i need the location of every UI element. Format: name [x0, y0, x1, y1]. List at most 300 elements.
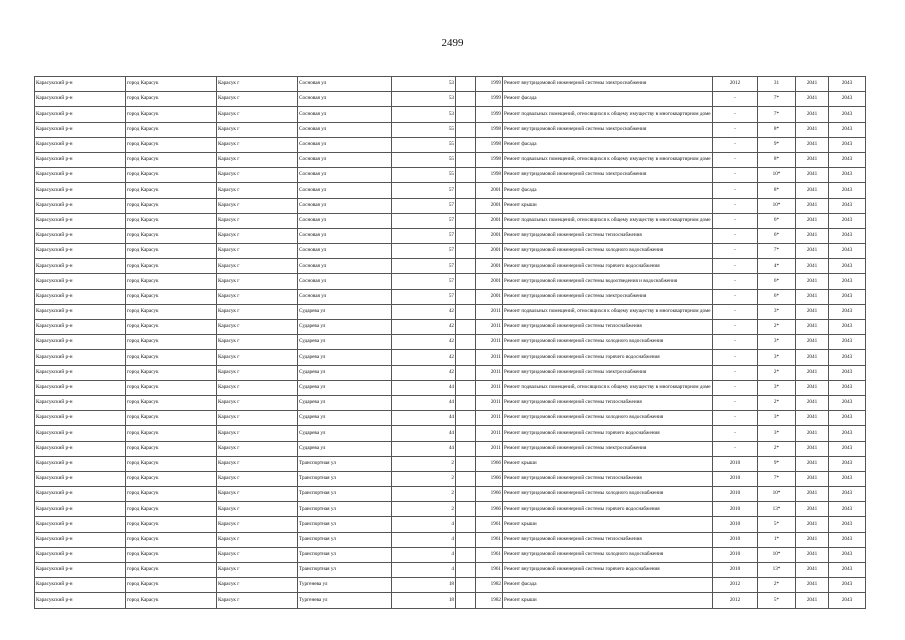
cell-priority: 7*	[758, 92, 796, 107]
table-row	[35, 547, 866, 562]
cell-priority: 8*	[758, 152, 796, 167]
table-row	[35, 152, 866, 167]
table-row	[35, 532, 866, 547]
cell-last-repair-year: -	[713, 395, 758, 410]
cell-house: 57	[392, 289, 456, 304]
table-row	[35, 365, 866, 380]
cell-locality: Карасук г	[217, 183, 298, 198]
cell-house: 42	[392, 350, 456, 365]
cell-settlement: город Карасук	[126, 441, 217, 456]
cell-plan-end-year: 2043	[829, 532, 866, 547]
cell-district: Карасукский р-н	[35, 244, 126, 259]
cell-plan-end-year: 2043	[829, 335, 866, 350]
cell-work-type: Ремонт внутридомовой инженерной системы электроснабжения	[503, 365, 713, 380]
cell-year-built: 1966	[476, 471, 503, 486]
cell-street: Тургенева ул	[298, 578, 392, 593]
cell-corpus	[456, 563, 476, 578]
cell-district: Карасукский р-н	[35, 395, 126, 410]
cell-last-repair-year: -	[713, 213, 758, 228]
cell-street: Сосновая ул	[298, 168, 392, 183]
cell-settlement: город Карасук	[126, 547, 217, 562]
table-row	[35, 563, 866, 578]
cell-house: 57	[392, 244, 456, 259]
cell-plan-end-year: 2043	[829, 259, 866, 274]
cell-priority: 1*	[758, 532, 796, 547]
cell-settlement: город Карасук	[126, 244, 217, 259]
table-row	[35, 502, 866, 517]
cell-plan-start-year: 2041	[796, 168, 829, 183]
cell-last-repair-year: 2012	[713, 77, 758, 92]
cell-work-type: Ремонт фасада	[503, 183, 713, 198]
cell-street: Тургенева ул	[298, 593, 392, 608]
cell-plan-end-year: 2043	[829, 426, 866, 441]
cell-plan-start-year: 2041	[796, 532, 829, 547]
cell-priority: 8*	[758, 122, 796, 137]
cell-work-type: Ремонт внутридомовой инженерной системы теплоснабжения	[503, 395, 713, 410]
cell-locality: Карасук г	[217, 563, 298, 578]
cell-corpus	[456, 411, 476, 426]
cell-district: Карасукский р-н	[35, 213, 126, 228]
cell-work-type: Ремонт фасада	[503, 137, 713, 152]
cell-year-built: 1998	[476, 152, 503, 167]
cell-year-built: 1999	[476, 107, 503, 122]
cell-corpus	[456, 426, 476, 441]
cell-work-type: Ремонт подвальных помещений, относящихся к общему имуществу в многоквартирном доме	[503, 380, 713, 395]
cell-last-repair-year: -	[713, 152, 758, 167]
cell-corpus	[456, 228, 476, 243]
cell-house: 57	[392, 213, 456, 228]
cell-locality: Карасук г	[217, 395, 298, 410]
cell-district: Карасукский р-н	[35, 304, 126, 319]
cell-work-type: Ремонт внутридомовой инженерной системы водоотведения и водоснабжения	[503, 274, 713, 289]
cell-street: Транспортная ул	[298, 502, 392, 517]
cell-settlement: город Карасук	[126, 532, 217, 547]
cell-settlement: город Карасук	[126, 274, 217, 289]
cell-locality: Карасук г	[217, 213, 298, 228]
cell-plan-start-year: 2041	[796, 228, 829, 243]
cell-year-built: 2011	[476, 411, 503, 426]
cell-year-built: 1999	[476, 92, 503, 107]
cell-last-repair-year: -	[713, 365, 758, 380]
cell-priority: 10*	[758, 547, 796, 562]
cell-plan-start-year: 2041	[796, 304, 829, 319]
cell-last-repair-year: 2010	[713, 471, 758, 486]
cell-locality: Карасук г	[217, 228, 298, 243]
cell-work-type: Ремонт подвальных помещений, относящихся к общему имуществу в многоквартирном доме	[503, 152, 713, 167]
cell-corpus	[456, 92, 476, 107]
cell-plan-start-year: 2041	[796, 213, 829, 228]
cell-street: Сосновая ул	[298, 228, 392, 243]
cell-house: 53	[392, 107, 456, 122]
cell-priority: 7*	[758, 107, 796, 122]
table-row	[35, 122, 866, 137]
cell-corpus	[456, 198, 476, 213]
cell-work-type: Ремонт внутридомовой инженерной системы горячего водоснабжения	[503, 259, 713, 274]
cell-corpus	[456, 122, 476, 137]
cell-plan-end-year: 2043	[829, 304, 866, 319]
cell-locality: Карасук г	[217, 578, 298, 593]
cell-plan-start-year: 2041	[796, 456, 829, 471]
cell-house: 57	[392, 183, 456, 198]
cell-house: 55	[392, 122, 456, 137]
cell-district: Карасукский р-н	[35, 289, 126, 304]
cell-district: Карасукский р-н	[35, 335, 126, 350]
cell-street: Сосновая ул	[298, 92, 392, 107]
cell-street: Сударева ул	[298, 395, 392, 410]
cell-street: Сударева ул	[298, 350, 392, 365]
cell-year-built: 1966	[476, 456, 503, 471]
cell-year-built: 2001	[476, 244, 503, 259]
cell-locality: Карасук г	[217, 137, 298, 152]
cell-district: Карасукский р-н	[35, 502, 126, 517]
cell-plan-end-year: 2043	[829, 578, 866, 593]
cell-house: 57	[392, 228, 456, 243]
cell-plan-start-year: 2041	[796, 92, 829, 107]
cell-year-built: 1961	[476, 547, 503, 562]
cell-work-type: Ремонт внутридомовой инженерной системы горячего водоснабжения	[503, 426, 713, 441]
cell-last-repair-year: 2010	[713, 487, 758, 502]
cell-priority: 2*	[758, 441, 796, 456]
table-row	[35, 320, 866, 335]
cell-district: Карасукский р-н	[35, 168, 126, 183]
table-row	[35, 168, 866, 183]
cell-corpus	[456, 395, 476, 410]
cell-corpus	[456, 532, 476, 547]
cell-locality: Карасук г	[217, 593, 298, 608]
cell-locality: Карасук г	[217, 441, 298, 456]
cell-plan-end-year: 2043	[829, 471, 866, 486]
cell-last-repair-year: -	[713, 198, 758, 213]
cell-district: Карасукский р-н	[35, 77, 126, 92]
cell-street: Сосновая ул	[298, 107, 392, 122]
cell-priority: 6*	[758, 228, 796, 243]
cell-street: Сударева ул	[298, 335, 392, 350]
cell-street: Сосновая ул	[298, 152, 392, 167]
cell-plan-start-year: 2041	[796, 395, 829, 410]
cell-priority: 9*	[758, 456, 796, 471]
cell-corpus	[456, 152, 476, 167]
cell-house: 2	[392, 487, 456, 502]
table-row	[35, 213, 866, 228]
cell-plan-start-year: 2041	[796, 411, 829, 426]
cell-district: Карасукский р-н	[35, 365, 126, 380]
cell-street: Транспортная ул	[298, 563, 392, 578]
table-row	[35, 426, 866, 441]
cell-settlement: город Карасук	[126, 107, 217, 122]
cell-settlement: город Карасук	[126, 426, 217, 441]
cell-locality: Карасук г	[217, 532, 298, 547]
cell-plan-start-year: 2041	[796, 122, 829, 137]
cell-priority: 10*	[758, 487, 796, 502]
cell-year-built: 1998	[476, 168, 503, 183]
cell-corpus	[456, 547, 476, 562]
cell-plan-end-year: 2043	[829, 411, 866, 426]
cell-house: 55	[392, 137, 456, 152]
cell-work-type: Ремонт крыши	[503, 593, 713, 608]
page-number: 2499	[441, 37, 464, 49]
cell-last-repair-year: 2010	[713, 456, 758, 471]
cell-corpus	[456, 487, 476, 502]
cell-house: 2	[392, 502, 456, 517]
cell-settlement: город Карасук	[126, 320, 217, 335]
cell-settlement: город Карасук	[126, 289, 217, 304]
cell-locality: Карасук г	[217, 168, 298, 183]
cell-priority: 13*	[758, 563, 796, 578]
cell-locality: Карасук г	[217, 426, 298, 441]
cell-settlement: город Карасук	[126, 456, 217, 471]
cell-plan-start-year: 2041	[796, 593, 829, 608]
cell-house: 2	[392, 471, 456, 486]
cell-plan-start-year: 2041	[796, 578, 829, 593]
cell-plan-end-year: 2043	[829, 395, 866, 410]
cell-work-type: Ремонт внутридомовой инженерной системы электроснабжения	[503, 122, 713, 137]
cell-priority: 7*	[758, 244, 796, 259]
cell-plan-end-year: 2043	[829, 547, 866, 562]
table-row	[35, 487, 866, 502]
cell-locality: Карасук г	[217, 304, 298, 319]
table-row	[35, 77, 866, 92]
cell-house: 42	[392, 304, 456, 319]
cell-plan-start-year: 2041	[796, 502, 829, 517]
cell-last-repair-year: -	[713, 183, 758, 198]
cell-corpus	[456, 137, 476, 152]
cell-house: 53	[392, 77, 456, 92]
cell-work-type: Ремонт внутридомовой инженерной системы горячего водоснабжения	[503, 502, 713, 517]
cell-street: Сосновая ул	[298, 198, 392, 213]
cell-settlement: город Карасук	[126, 183, 217, 198]
cell-last-repair-year: -	[713, 380, 758, 395]
cell-last-repair-year: -	[713, 92, 758, 107]
cell-work-type: Ремонт внутридомовой инженерной системы холодного водоснабжения	[503, 547, 713, 562]
cell-street: Транспортная ул	[298, 547, 392, 562]
cell-plan-end-year: 2043	[829, 350, 866, 365]
cell-settlement: город Карасук	[126, 228, 217, 243]
cell-locality: Карасук г	[217, 259, 298, 274]
cell-plan-start-year: 2041	[796, 517, 829, 532]
cell-locality: Карасук г	[217, 411, 298, 426]
cell-house: 57	[392, 274, 456, 289]
cell-plan-start-year: 2041	[796, 289, 829, 304]
table-row	[35, 593, 866, 608]
cell-district: Карасукский р-н	[35, 228, 126, 243]
cell-house: 55	[392, 168, 456, 183]
cell-work-type: Ремонт внутридомовой инженерной системы электроснабжения	[503, 77, 713, 92]
table-row	[35, 274, 866, 289]
cell-work-type: Ремонт подвальных помещений, относящихся к общему имуществу в многоквартирном доме	[503, 213, 713, 228]
cell-last-repair-year: -	[713, 244, 758, 259]
cell-year-built: 1961	[476, 517, 503, 532]
table-row	[35, 441, 866, 456]
cell-last-repair-year: 2010	[713, 563, 758, 578]
cell-house: 2	[392, 456, 456, 471]
cell-district: Карасукский р-н	[35, 487, 126, 502]
cell-plan-start-year: 2041	[796, 350, 829, 365]
cell-house: 4	[392, 547, 456, 562]
table-row	[35, 198, 866, 213]
cell-priority: 4*	[758, 259, 796, 274]
cell-work-type: Ремонт внутридомовой инженерной системы электроснабжения	[503, 289, 713, 304]
cell-plan-start-year: 2041	[796, 183, 829, 198]
cell-priority: 2*	[758, 578, 796, 593]
cell-priority: 2*	[758, 320, 796, 335]
cell-district: Карасукский р-н	[35, 380, 126, 395]
table-row	[35, 335, 866, 350]
cell-street: Сударева ул	[298, 426, 392, 441]
cell-settlement: город Карасук	[126, 92, 217, 107]
cell-street: Сосновая ул	[298, 213, 392, 228]
cell-corpus	[456, 517, 476, 532]
cell-street: Сосновая ул	[298, 183, 392, 198]
table-row	[35, 137, 866, 152]
cell-district: Карасукский р-н	[35, 578, 126, 593]
cell-plan-end-year: 2043	[829, 198, 866, 213]
cell-corpus	[456, 335, 476, 350]
cell-priority: 3*	[758, 380, 796, 395]
cell-year-built: 2011	[476, 395, 503, 410]
cell-street: Сударева ул	[298, 441, 392, 456]
cell-plan-start-year: 2041	[796, 320, 829, 335]
cell-corpus	[456, 213, 476, 228]
cell-district: Карасукский р-н	[35, 456, 126, 471]
cell-work-type: Ремонт внутридомовой инженерной системы теплоснабжения	[503, 532, 713, 547]
cell-last-repair-year: 2010	[713, 532, 758, 547]
cell-house: 4	[392, 532, 456, 547]
cell-last-repair-year: -	[713, 168, 758, 183]
cell-plan-start-year: 2041	[796, 441, 829, 456]
cell-district: Карасукский р-н	[35, 441, 126, 456]
cell-work-type: Ремонт внутридомовой инженерной системы горячего водоснабжения	[503, 350, 713, 365]
cell-district: Карасукский р-н	[35, 274, 126, 289]
cell-street: Сосновая ул	[298, 274, 392, 289]
cell-plan-end-year: 2043	[829, 122, 866, 137]
cell-corpus	[456, 350, 476, 365]
cell-work-type: Ремонт внутридомовой инженерной системы электроснабжения	[503, 168, 713, 183]
cell-street: Сударева ул	[298, 411, 392, 426]
cell-priority: 6*	[758, 213, 796, 228]
cell-house: 42	[392, 335, 456, 350]
cell-priority: 2*	[758, 395, 796, 410]
cell-plan-end-year: 2043	[829, 183, 866, 198]
cell-year-built: 1961	[476, 532, 503, 547]
cell-settlement: город Карасук	[126, 198, 217, 213]
cell-corpus	[456, 365, 476, 380]
cell-last-repair-year: 2010	[713, 547, 758, 562]
cell-plan-end-year: 2043	[829, 365, 866, 380]
cell-locality: Карасук г	[217, 152, 298, 167]
cell-plan-end-year: 2043	[829, 289, 866, 304]
cell-year-built: 1982	[476, 578, 503, 593]
cell-year-built: 2001	[476, 259, 503, 274]
cell-plan-start-year: 2041	[796, 380, 829, 395]
capital-repair-register-table	[34, 76, 866, 609]
cell-last-repair-year: -	[713, 122, 758, 137]
cell-priority: 10*	[758, 168, 796, 183]
cell-house: 44	[392, 441, 456, 456]
cell-settlement: город Карасук	[126, 578, 217, 593]
cell-priority: 7*	[758, 471, 796, 486]
cell-street: Сосновая ул	[298, 137, 392, 152]
table-row	[35, 228, 866, 243]
cell-plan-start-year: 2041	[796, 77, 829, 92]
cell-house: 55	[392, 152, 456, 167]
cell-plan-end-year: 2043	[829, 274, 866, 289]
cell-district: Карасукский р-н	[35, 547, 126, 562]
cell-street: Сударева ул	[298, 304, 392, 319]
cell-settlement: город Карасук	[126, 259, 217, 274]
cell-district: Карасукский р-н	[35, 593, 126, 608]
cell-priority: 6*	[758, 289, 796, 304]
cell-year-built: 2001	[476, 228, 503, 243]
cell-year-built: 2011	[476, 426, 503, 441]
cell-settlement: город Карасук	[126, 380, 217, 395]
cell-plan-end-year: 2043	[829, 244, 866, 259]
cell-settlement: город Карасук	[126, 304, 217, 319]
cell-locality: Карасук г	[217, 380, 298, 395]
cell-year-built: 1998	[476, 122, 503, 137]
cell-district: Карасукский р-н	[35, 137, 126, 152]
cell-plan-end-year: 2043	[829, 77, 866, 92]
cell-priority: 3*	[758, 426, 796, 441]
cell-corpus	[456, 183, 476, 198]
cell-last-repair-year: 2012	[713, 593, 758, 608]
cell-year-built: 1966	[476, 502, 503, 517]
cell-priority: 31	[758, 77, 796, 92]
cell-settlement: город Карасук	[126, 411, 217, 426]
cell-plan-start-year: 2041	[796, 471, 829, 486]
cell-street: Сударева ул	[298, 320, 392, 335]
cell-last-repair-year: -	[713, 289, 758, 304]
cell-district: Карасукский р-н	[35, 350, 126, 365]
cell-work-type: Ремонт крыши	[503, 198, 713, 213]
cell-plan-start-year: 2041	[796, 152, 829, 167]
cell-year-built: 1999	[476, 77, 503, 92]
cell-plan-start-year: 2041	[796, 137, 829, 152]
cell-plan-start-year: 2041	[796, 335, 829, 350]
cell-year-built: 1966	[476, 487, 503, 502]
cell-settlement: город Карасук	[126, 335, 217, 350]
cell-last-repair-year: -	[713, 441, 758, 456]
cell-street: Транспортная ул	[298, 471, 392, 486]
cell-locality: Карасук г	[217, 335, 298, 350]
cell-priority: 5*	[758, 517, 796, 532]
table-row	[35, 517, 866, 532]
cell-plan-end-year: 2043	[829, 441, 866, 456]
table-row	[35, 456, 866, 471]
cell-street: Сударева ул	[298, 365, 392, 380]
cell-year-built: 2001	[476, 289, 503, 304]
cell-plan-start-year: 2041	[796, 487, 829, 502]
cell-plan-end-year: 2043	[829, 137, 866, 152]
cell-settlement: город Карасук	[126, 395, 217, 410]
cell-locality: Карасук г	[217, 92, 298, 107]
cell-year-built: 2011	[476, 365, 503, 380]
table-row	[35, 259, 866, 274]
cell-corpus	[456, 593, 476, 608]
cell-settlement: город Карасук	[126, 517, 217, 532]
cell-work-type: Ремонт внутридомовой инженерной системы теплоснабжения	[503, 471, 713, 486]
cell-year-built: 2011	[476, 350, 503, 365]
cell-house: 44	[392, 426, 456, 441]
cell-corpus	[456, 578, 476, 593]
cell-last-repair-year: -	[713, 259, 758, 274]
cell-locality: Карасук г	[217, 471, 298, 486]
cell-settlement: город Карасук	[126, 122, 217, 137]
cell-locality: Карасук г	[217, 244, 298, 259]
cell-corpus	[456, 380, 476, 395]
cell-priority: 3*	[758, 335, 796, 350]
cell-last-repair-year: -	[713, 228, 758, 243]
cell-locality: Карасук г	[217, 122, 298, 137]
